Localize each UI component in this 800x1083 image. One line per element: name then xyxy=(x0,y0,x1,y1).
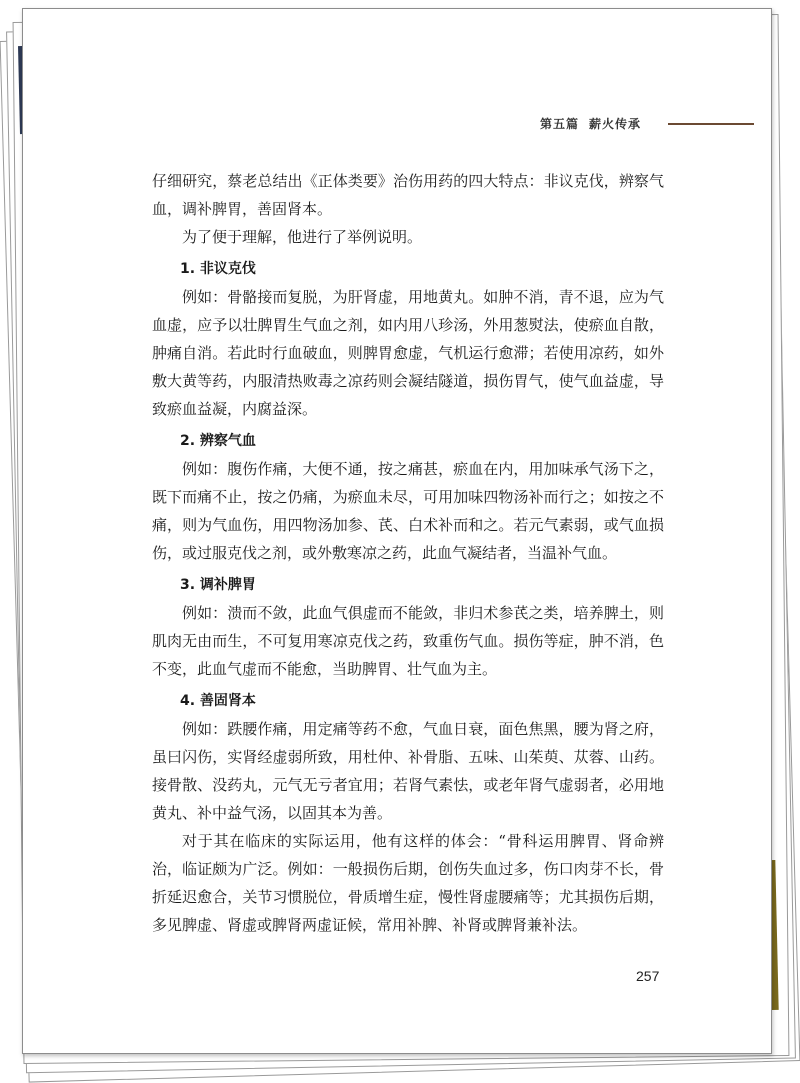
section-heading: 1. 非议克伐 xyxy=(180,261,256,277)
section-heading: 3. 调补脾胃 xyxy=(180,577,256,593)
running-head-title: 薪火传承 xyxy=(589,117,642,131)
body-paragraph: 例如：溃而不敛，此血气俱虚而不能敛，非归术参芪之类，培养脾土，则肌肉无由而生，不可复用寒凉克伐之药，致重伤气血。损伤等症，肿不消，色不变，此血气虚而不能愈，当助脾胃、壮气血为主。 xyxy=(152,604,664,678)
body-paragraph: 仔细研究，蔡老总结出《正体类要》治伤用药的四大特点：非议克伐，辨察气血，调补脾胃，善固肾本。 xyxy=(152,172,664,218)
section-heading: 4. 善固肾本 xyxy=(180,693,256,709)
body-paragraph: 例如：腹伤作痛，大便不通，按之痛甚，瘀血在内，用加味承气汤下之，既下而痛不止，按之仍痛，为瘀血未尽，可用加味四物汤补而行之；如按之不痛，则为气血伤，用四物汤加参、芪、白术补而和之。若元气素弱，或气血损伤，或过服克伐之剂，或外敷寒凉之药，此血气凝结者，当温补气血。 xyxy=(152,460,664,562)
running-head-part: 第五篇 xyxy=(540,117,580,131)
section-heading: 2. 辨察气血 xyxy=(180,433,256,449)
running-head xyxy=(540,115,641,132)
body-paragraph: 为了便于理解，他进行了举例说明。 xyxy=(182,228,423,246)
body-paragraph: 例如：跌腰作痛，用定痛等药不愈，气血日衰，面色焦黑，腰为肾之府，虽曰闪伤，实肾经虚弱所致，用杜仲、补骨脂、五味、山茱萸、苁蓉、山药。接骨散、没药丸，元气无亏者宜用；若肾气素怯，或老年肾气虚弱者，必用地黄丸、补中益气汤，以固其本为善。 xyxy=(152,720,664,822)
body-paragraph: 对于其在临床的实际运用，他有这样的体会：“骨科运用脾胃、肾命辨治，临证颇为广泛。例如：一般损伤后期，创伤失血过多，伤口肉芽不长，骨折延迟愈合，关节习惯脱位，骨质增生症，慢性肾虚腰痛等；尤其损伤后期，多见脾虚、肾虚或脾肾两虚证候，常用补脾、补肾或脾肾兼补法。 xyxy=(152,832,664,934)
page-number: 257 xyxy=(636,968,660,984)
body-text xyxy=(152,167,664,939)
running-head-rule xyxy=(668,123,754,125)
body-paragraph: 例如：骨骼接而复脱，为肝肾虚，用地黄丸。如肿不消，青不退，应为气血虚，应予以壮脾胃生气血之剂，如内用八珍汤，外用葱熨法，使瘀血自散，肿痛自消。若此时行血破血，则脾胃愈虚，气机运行愈滞；若使用凉药，如外敷大黄等药，内服清热败毒之凉药则会凝结隧道，损伤胃气，使气血益虚，导致瘀血益凝，内腐益深。 xyxy=(152,288,664,418)
